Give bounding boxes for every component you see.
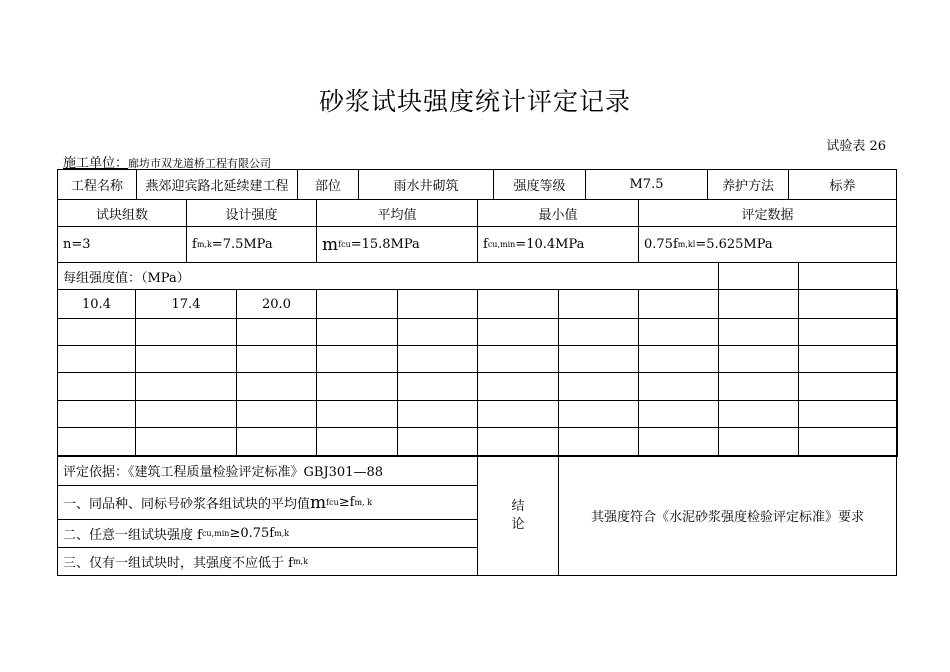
average-value	[316, 226, 478, 263]
unit-label: 施工单位：	[63, 156, 129, 171]
conclusion-label	[477, 455, 559, 576]
strength-cell	[558, 289, 639, 319]
count-value: n=3	[57, 226, 187, 263]
strength-cell	[638, 400, 719, 428]
c1-sub: fcu	[326, 498, 339, 507]
page-title: 砂浆试块强度统计评定记录	[318, 87, 631, 116]
project-value: 燕郊迎宾路北延续建工程	[136, 169, 298, 200]
eval-rest: =5.625MPa	[695, 237, 773, 252]
strength-cell	[718, 289, 799, 319]
strength-cell	[316, 289, 398, 319]
strength-cell	[397, 318, 478, 346]
criteria-3	[57, 547, 478, 576]
c1-sub2: m, k	[354, 498, 372, 507]
c2-sub: cu,min	[201, 529, 230, 538]
strength-cell	[718, 427, 799, 457]
curing-label: 养护方法	[707, 169, 789, 200]
conclusion-text: 其强度符合《水泥砂浆强度检验评定标准》要求	[558, 455, 897, 576]
eval-prefix: 0.75f	[644, 237, 678, 252]
header-evaluation: 评定数据	[638, 199, 897, 227]
strength-cell	[135, 400, 237, 428]
c2-sub2: m,k	[274, 529, 290, 538]
c3-text: 三、仅有一组试块时，其强度不应低于 f	[63, 556, 293, 571]
strength-cell	[397, 372, 478, 401]
strength-cell	[236, 400, 317, 428]
strength-cell	[558, 400, 639, 428]
strength-cell	[638, 372, 719, 401]
strength-cell	[638, 345, 719, 373]
strength-cell	[135, 318, 237, 346]
strength-cell	[57, 372, 136, 401]
strength-cell	[798, 400, 898, 428]
strength-cell	[316, 372, 398, 401]
part-value: 雨水井砌筑	[358, 169, 494, 200]
strength-cell	[718, 318, 799, 346]
strength-cell	[316, 400, 398, 428]
project-label: 工程名称	[57, 169, 137, 200]
strength-label: 每组强度值：（MPa）	[57, 262, 719, 290]
strength-cell	[236, 345, 317, 373]
c3-sub: m,k	[292, 557, 308, 566]
strength-cell	[798, 318, 898, 346]
strength-cell	[57, 427, 136, 457]
strength-cell	[135, 372, 237, 401]
strength-cell	[135, 345, 237, 373]
strength-cell	[57, 345, 136, 373]
c1-rest: ≥f	[338, 495, 355, 510]
design-sub: m,k	[196, 240, 212, 249]
eval-sub: m,kl	[677, 240, 696, 249]
c2-text: 二、任意一组试块强度 f	[63, 528, 202, 543]
strength-cell	[558, 318, 639, 346]
strength-cell	[638, 427, 719, 457]
strength-cell	[316, 318, 398, 346]
strength-cell	[798, 262, 897, 290]
c1-text: 一、同品种、同标号砂浆各组试块的平均值	[63, 497, 311, 512]
strength-cell	[798, 427, 898, 457]
strength-cell	[718, 262, 799, 290]
c2-rest: ≥0.75f	[229, 526, 275, 541]
avg-prefix: m	[322, 234, 339, 255]
strength-cell	[477, 318, 559, 346]
strength-cell	[638, 318, 719, 346]
grade-value: M7.5	[585, 169, 708, 200]
design-prefix: f	[192, 237, 197, 252]
strength-cell	[397, 427, 478, 457]
strength-cell	[638, 289, 719, 319]
strength-cell	[135, 427, 237, 457]
criteria-2	[57, 519, 478, 548]
strength-cell	[477, 372, 559, 401]
strength-cell	[397, 400, 478, 428]
part-label: 部位	[297, 169, 359, 200]
criteria-basis: 评定依据：《建筑工程质量检验评定标准》GBJ301—88	[57, 455, 478, 486]
criteria-1	[57, 485, 478, 520]
header-count: 试块组数	[57, 199, 187, 227]
strength-cell	[57, 318, 136, 346]
strength-cell	[477, 289, 559, 319]
strength-value-2: 17.4	[135, 289, 237, 319]
minimum-value	[477, 226, 639, 263]
design-rest: =7.5MPa	[211, 237, 273, 252]
form-number: 试验表 26	[826, 139, 886, 154]
strength-cell	[397, 345, 478, 373]
min-sub: cu,min	[487, 240, 516, 249]
strength-cell	[316, 345, 398, 373]
curing-value: 标养	[788, 169, 897, 200]
strength-value-3: 20.0	[236, 289, 317, 319]
strength-value-1: 10.4	[57, 289, 136, 319]
strength-cell	[477, 345, 559, 373]
strength-cell	[558, 372, 639, 401]
strength-cell	[236, 318, 317, 346]
evaluation-value	[638, 226, 897, 263]
strength-cell	[798, 289, 898, 319]
grade-label: 强度等级	[493, 169, 586, 200]
strength-cell	[236, 427, 317, 457]
strength-cell	[397, 289, 478, 319]
conclusion-label-2: 论	[511, 516, 525, 532]
unit-value: 廊坊市双龙道桥工程有限公司	[128, 157, 272, 170]
strength-cell	[236, 372, 317, 401]
header-average: 平均值	[316, 199, 478, 227]
avg-sub: fcu	[338, 240, 351, 249]
design-strength-value	[186, 226, 317, 263]
strength-cell	[798, 372, 898, 401]
min-prefix: f	[483, 237, 488, 252]
strength-cell	[477, 427, 559, 457]
strength-cell	[718, 345, 799, 373]
strength-cell	[798, 345, 898, 373]
conclusion-label-1: 结	[511, 498, 525, 514]
min-rest: =10.4MPa	[515, 237, 585, 252]
strength-cell	[558, 345, 639, 373]
c1-m: m	[310, 492, 327, 513]
strength-cell	[718, 400, 799, 428]
strength-cell	[718, 372, 799, 401]
strength-cell	[57, 400, 136, 428]
header-minimum: 最小值	[477, 199, 639, 227]
strength-cell	[316, 427, 398, 457]
header-design-strength: 设计强度	[186, 199, 317, 227]
strength-cell	[558, 427, 639, 457]
avg-rest: =15.8MPa	[350, 237, 420, 252]
strength-cell	[477, 400, 559, 428]
